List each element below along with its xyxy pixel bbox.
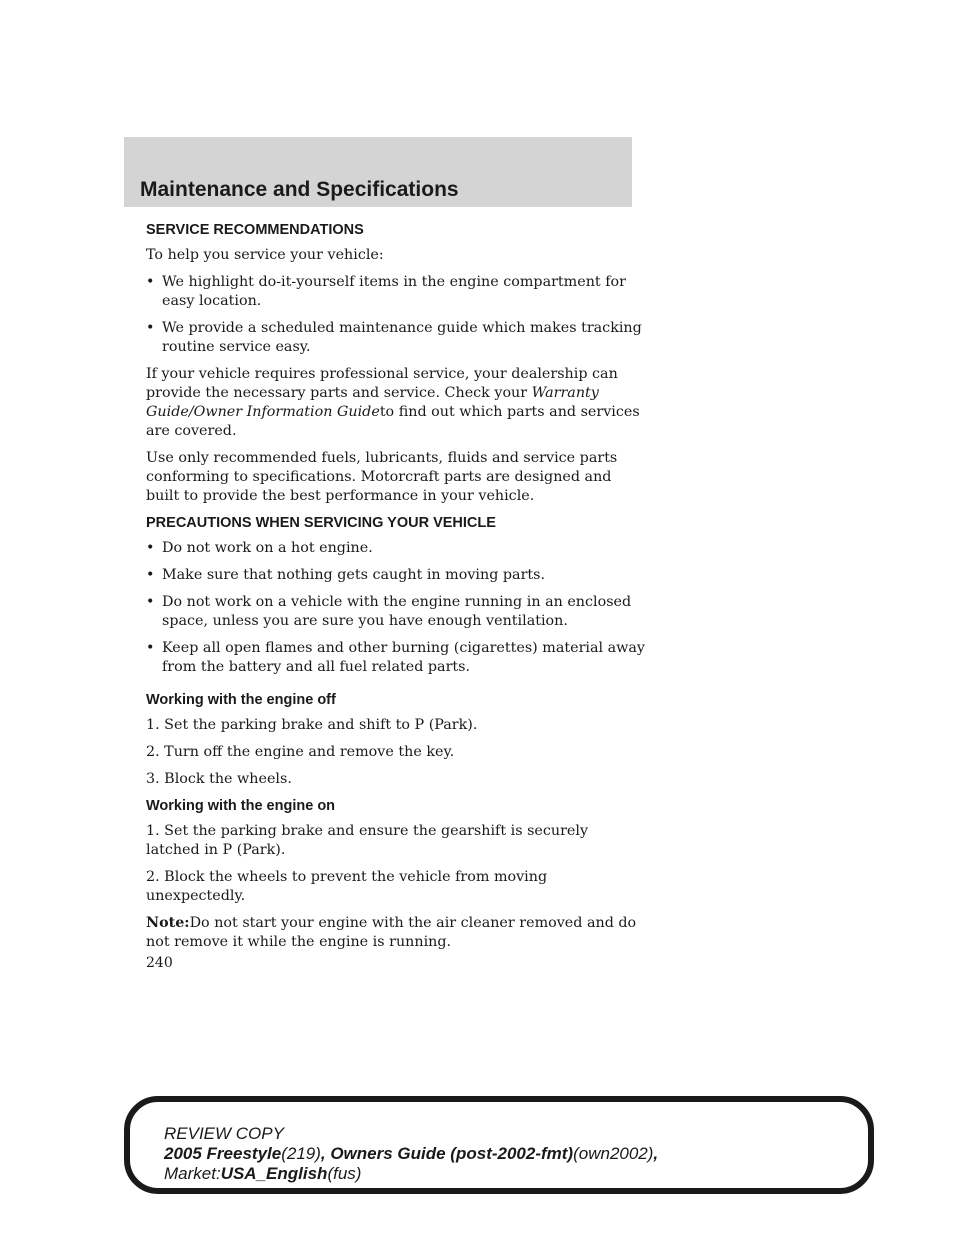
warranty-guide-reference: Warranty Guide/Owner Information Guide bbox=[146, 385, 599, 420]
list-item: • Make sure that nothing gets caught in moving parts. bbox=[146, 567, 546, 583]
list-item: 1. Set the parking brake and shift to P (Park). bbox=[146, 717, 478, 733]
footer-line-1: REVIEW COPY bbox=[164, 1124, 284, 1143]
list-item: • We provide a scheduled maintenance guide which makes tracking routine service easy. bbox=[146, 320, 642, 355]
list-item: • Do not work on a vehicle with the engine running in an enclosed space, unless you are sure you have enough ventilation. bbox=[146, 594, 632, 629]
list-item: • Do not work on a hot engine. bbox=[146, 540, 373, 556]
list-item: 2. Block the wheels to prevent the vehicle from moving unexpectedly. bbox=[146, 869, 548, 904]
note-label: Note: bbox=[146, 915, 190, 931]
review-copy-footer bbox=[164, 1124, 658, 1184]
section-title: Maintenance and Specifications bbox=[140, 178, 459, 201]
footer-line-2: 2005 Freestyle(219), Owners Guide (post-2002-fmt)(own2002), bbox=[164, 1144, 659, 1163]
list-item: • We highlight do-it-yourself items in the engine compartment for easy location. bbox=[146, 274, 626, 309]
list-item: 3. Block the wheels. bbox=[146, 771, 292, 787]
list-item: 2. Turn off the engine and remove the key. bbox=[146, 744, 455, 760]
service-intro: To help you service your vehicle: bbox=[146, 247, 384, 263]
bullet-icon: • bbox=[146, 640, 155, 656]
engine-off-heading: Working with the engine off bbox=[146, 692, 336, 708]
bullet-icon: • bbox=[146, 274, 155, 290]
fuels-paragraph: Use only recommended fuels, lubricants, fluids and service parts conforming to specifications. Motorcraft parts are designed and built to provide the best performance in your vehicle. bbox=[146, 450, 618, 504]
note-paragraph: Note:Do not start your engine with the air cleaner removed and do not remove it while the engine is running. bbox=[146, 915, 637, 950]
professional-service-paragraph: If your vehicle requires professional service, your dealership can provide the necessary parts and service. Check your Warranty Guide/Owner Information Guideto find out which parts and services are covered. bbox=[146, 366, 640, 439]
service-recommendations-heading: SERVICE RECOMMENDATIONS bbox=[146, 222, 364, 238]
precautions-heading: PRECAUTIONS WHEN SERVICING YOUR VEHICLE bbox=[146, 515, 496, 531]
bullet-icon: • bbox=[146, 320, 155, 336]
list-item: • Keep all open flames and other burning (cigarettes) material away from the battery and all fuel related parts. bbox=[146, 640, 646, 675]
bullet-icon: • bbox=[146, 540, 155, 556]
bullet-icon: • bbox=[146, 594, 155, 610]
page-number: 240 bbox=[146, 955, 173, 971]
engine-on-heading: Working with the engine on bbox=[146, 798, 336, 814]
page-content bbox=[146, 221, 646, 960]
list-item: 1. Set the parking brake and ensure the gearshift is securely latched in P (Park). bbox=[146, 823, 589, 858]
footer-line-3: Market:USA_English(fus) bbox=[164, 1164, 362, 1183]
bullet-icon: • bbox=[146, 567, 155, 583]
